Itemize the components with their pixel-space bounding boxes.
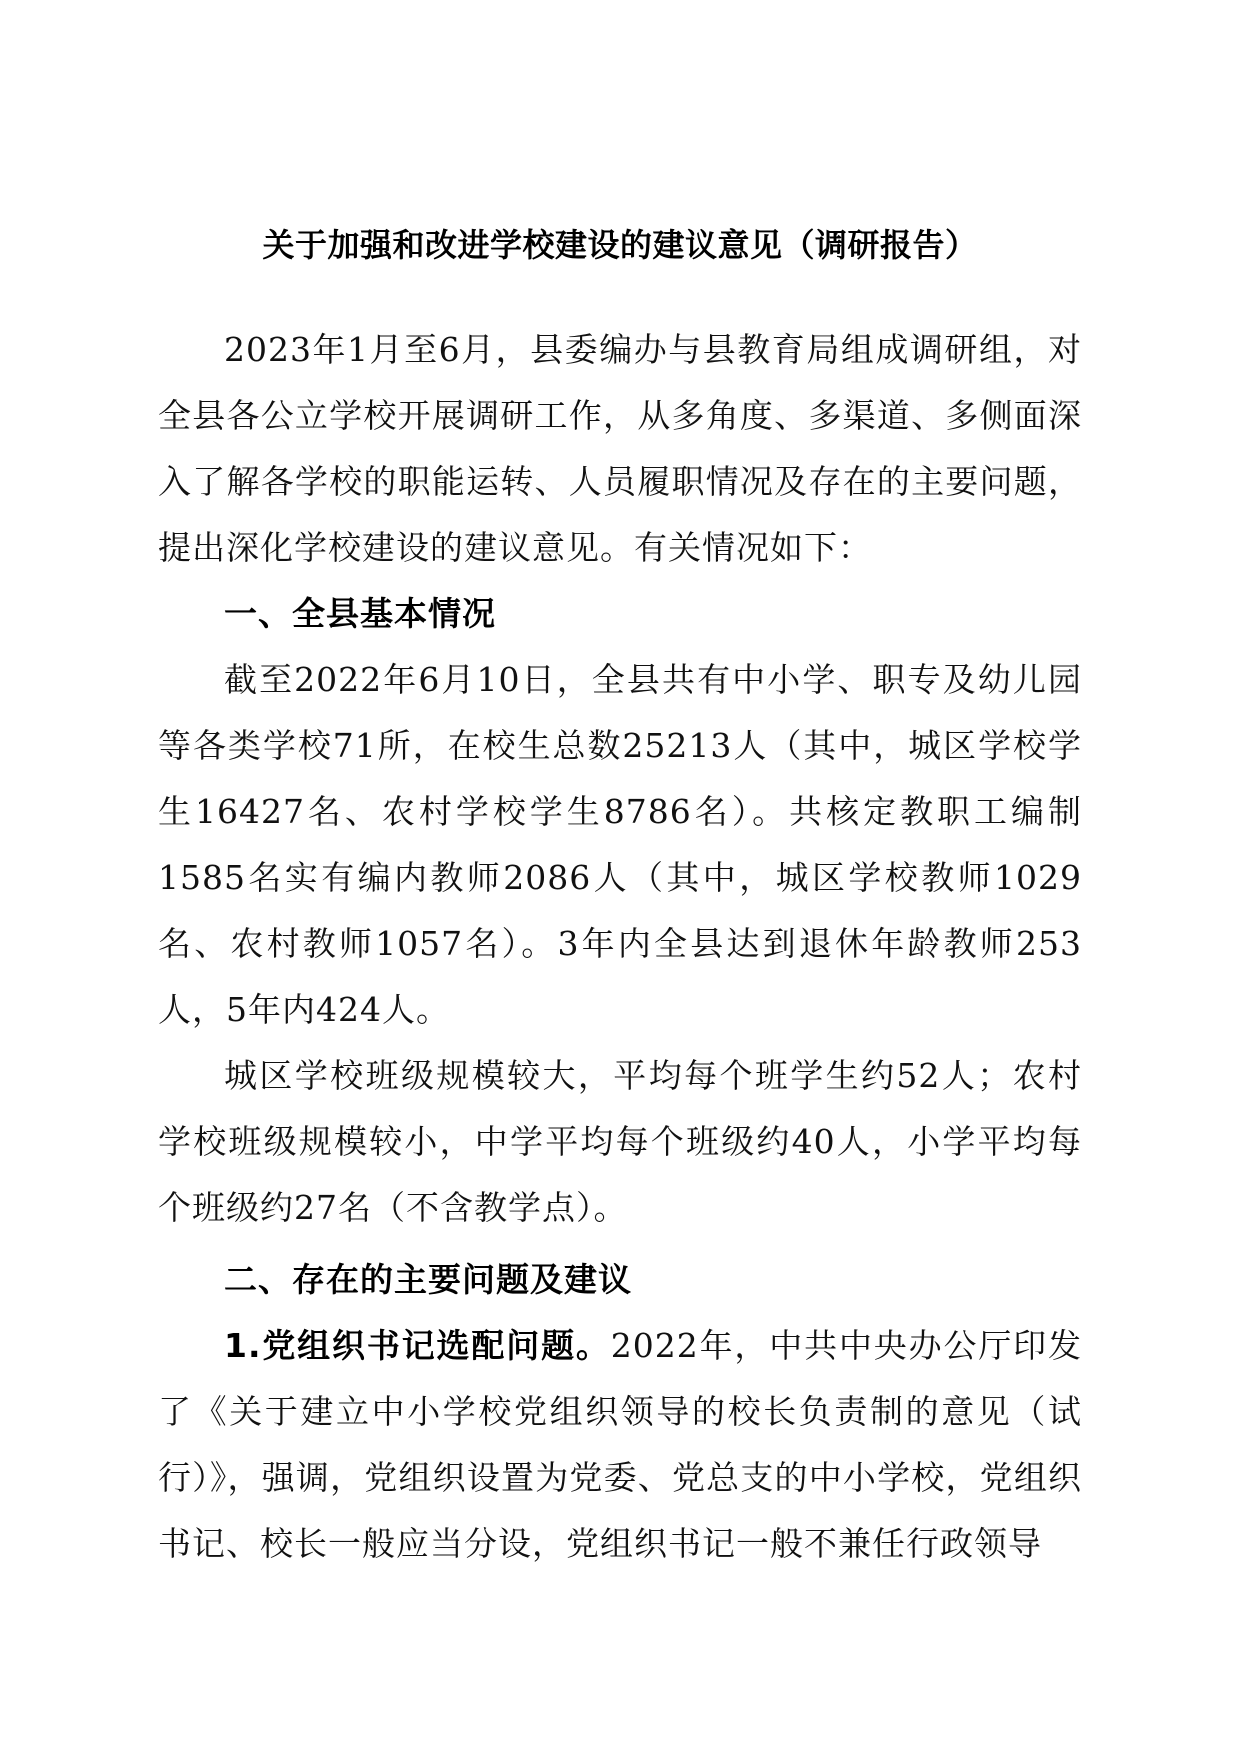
document-title: 关于加强和改进学校建设的建议意见（调研报告） [262,226,978,264]
party-secretary-lead: 1.党组织书记选配问题。 [224,1326,611,1365]
section-heading-basic-situation: 一、全县基本情况 [224,594,496,633]
party-secretary-paragraph [158,1313,1082,1577]
class-size-paragraph: 城区学校班级规模较大，平均每个班学生约52人；农村学校班级规模较小，中学平均每个班级约40人，小学平均每个班级约27名（不含教学点）。 [158,1056,1082,1227]
document-body [158,225,1082,1577]
party-secretary-text: 2022年，中共中央办公厅印发了《关于建立中小学校党组织领导的校长负责制的意见（试行）》，强调，党组织设置为党委、党总支的中小学校，党组织书记、校长一般应当分设，党组织书记一般不兼任行政领导 [158,1326,1083,1563]
intro-paragraph: 2023年1月至6月，县委编办与县教育局组成调研组，对全县各公立学校开展调研工作，从多角度、多渠道、多侧面深入了解各学校的职能运转、人员履职情况及存在的主要问题，提出深化学校建设的建议意见。有关情况如下： [158,330,1082,567]
section-heading-problems: 二、存在的主要问题及建议 [224,1260,632,1299]
basic-situation-paragraph: 截至2022年6月10日，全县共有中小学、职专及幼儿园等各类学校71所，在校生总数25213人（其中，城区学校学生16427名、农村学校学生8786名）。共核定教职工编制1585名实有编内教师2086人（其中，城区学校教师1029名、农村教师1057名）。3年内全县达到退休年龄教师253人，5年内424人。 [158,660,1082,1029]
title-spacer [158,265,1082,317]
